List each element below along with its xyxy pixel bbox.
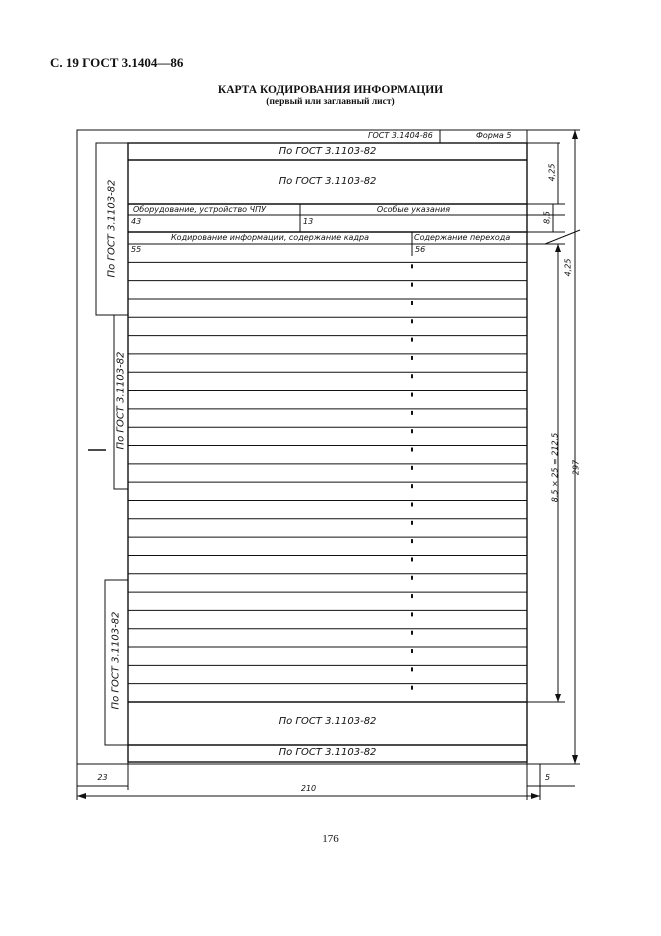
ref-title-block: По ГОСТ 3.1103-82 xyxy=(278,176,377,187)
dim-297: 297 xyxy=(571,459,581,476)
column-tick xyxy=(411,319,413,323)
field-13: 13 xyxy=(303,217,314,226)
column-tick xyxy=(411,429,413,433)
column-tick xyxy=(411,356,413,360)
col-special-header: Особые указания xyxy=(376,205,451,214)
stamp-top-label: По ГОСТ 3.1103-82 xyxy=(106,179,118,278)
column-tick xyxy=(411,667,413,671)
column-tick xyxy=(411,557,413,561)
column-tick xyxy=(411,631,413,635)
field-56: 56 xyxy=(415,245,426,254)
page-header: С. 19 ГОСТ 3.1404—86 xyxy=(50,55,184,70)
column-tick xyxy=(411,301,413,305)
column-tick xyxy=(411,283,413,287)
ref-top: По ГОСТ 3.1103-82 xyxy=(278,146,377,157)
forma-label: Форма 5 xyxy=(476,131,512,140)
column-tick xyxy=(411,521,413,525)
field-55: 55 xyxy=(131,245,142,254)
column-tick xyxy=(411,539,413,543)
column-tick xyxy=(411,448,413,452)
page-number: 176 xyxy=(322,833,339,845)
document-subtitle: (первый или заглавный лист) xyxy=(266,97,395,107)
column-tick xyxy=(411,576,413,580)
col-transition-header: Содержание перехода xyxy=(414,233,511,242)
stamp-middle-label: По ГОСТ 3.1103-82 xyxy=(115,351,127,450)
dim-rows-total: 8,5 × 25 = 212,5 xyxy=(550,432,560,503)
col-equipment-header: Оборудование, устройство ЧПУ xyxy=(133,205,266,214)
column-tick xyxy=(411,502,413,506)
column-tick xyxy=(411,484,413,488)
dim-85: 8,5 xyxy=(542,211,552,224)
document-title: КАРТА КОДИРОВАНИЯ ИНФОРМАЦИИ xyxy=(217,84,444,96)
stamp-bottom-label: По ГОСТ 3.1103-82 xyxy=(110,611,122,710)
dim-23: 23 xyxy=(97,773,108,782)
column-tick xyxy=(411,374,413,378)
field-43: 43 xyxy=(131,217,142,226)
column-tick xyxy=(411,411,413,415)
dim-5: 5 xyxy=(545,773,551,782)
gost-label: ГОСТ 3.1404-86 xyxy=(368,131,433,140)
column-tick xyxy=(411,466,413,470)
dim-210: 210 xyxy=(300,784,317,793)
column-tick xyxy=(411,612,413,616)
ref-bottom: По ГОСТ 3.1103-82 xyxy=(278,747,377,758)
ref-bottom-block: По ГОСТ 3.1103-82 xyxy=(278,716,377,727)
column-tick xyxy=(411,649,413,653)
column-tick xyxy=(411,393,413,397)
col-coding-header: Кодирование информации, содержание кадра xyxy=(171,233,369,242)
dim-425-bottom: 4,25 xyxy=(563,258,573,277)
dim-425-top: 4,25 xyxy=(547,163,557,182)
column-tick xyxy=(411,338,413,342)
column-tick xyxy=(411,686,413,690)
column-tick xyxy=(411,594,413,598)
column-tick xyxy=(411,264,413,268)
sheet-outline xyxy=(77,130,527,764)
